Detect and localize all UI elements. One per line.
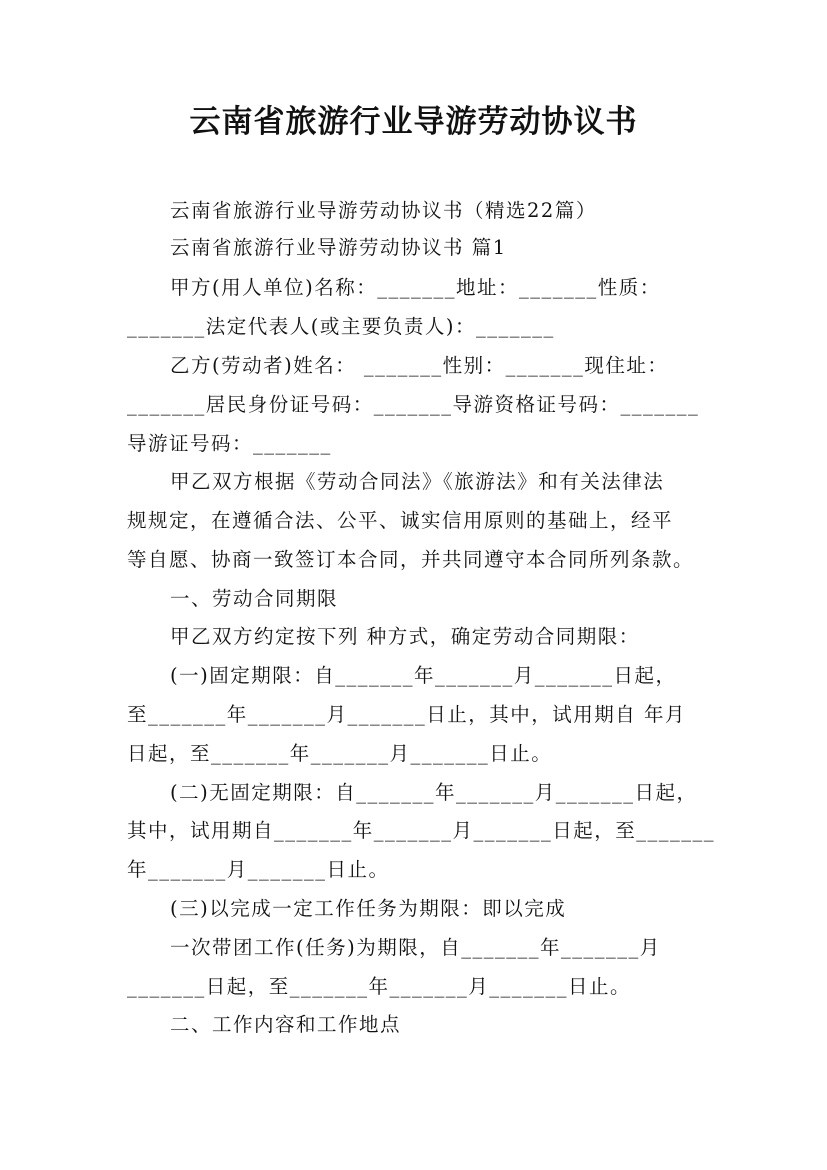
paragraph-line: 其中，试用期自_______年_______月_______日起，至_______ bbox=[127, 819, 716, 842]
paragraph-line: (二)无固定期限：自_______年_______月_______日起， bbox=[170, 781, 698, 804]
paragraph-line: 至_______年_______月_______日止，其中，试用期自 年月 bbox=[127, 703, 686, 726]
paragraph-line: _______日起，至_______年_______月_______日止。 bbox=[127, 975, 632, 998]
paragraph-line: _______法定代表人(或主要负责人)：_______ bbox=[127, 315, 555, 338]
document-title: 云南省旅游行业导游劳动协议书 bbox=[189, 104, 638, 140]
paragraph-line: 规规定，在遵循合法、公平、诚实信用原则的基础上，经平 bbox=[127, 509, 674, 532]
paragraph-line: (一)固定期限：自_______年_______月_______日起， bbox=[170, 664, 677, 687]
paragraph-line: _______居民身份证号码：_______导游资格证号码：_______ bbox=[127, 393, 700, 416]
paragraph-line: 等自愿、协商一致签订本合同，并共同遵守本合同所列条款。 bbox=[127, 548, 695, 571]
paragraph-line: 年_______月_______日止。 bbox=[127, 858, 390, 881]
paragraph-line: 甲方(用人单位)名称：_______地址：_______性质： bbox=[170, 276, 661, 299]
paragraph-line: 导游证号码：_______ bbox=[127, 432, 332, 455]
paragraph-line: 云南省旅游行业导游劳动协议书（精选22篇） bbox=[170, 199, 597, 222]
paragraph-line: (三)以完成一定工作任务为期限：即以完成 bbox=[170, 897, 567, 920]
paragraph-line: 甲乙双方约定按下列 种方式，确定劳动合同期限： bbox=[170, 625, 640, 648]
paragraph-line: 云南省旅游行业导游劳动协议书 篇1 bbox=[170, 236, 507, 259]
paragraph-line: 一次带团工作(任务)为期限，自_______年_______月 bbox=[170, 936, 661, 959]
paragraph-line: 甲乙双方根据《劳动合同法》《旅游法》和有关法律法 bbox=[170, 470, 665, 493]
paragraph-line: 乙方(劳动者)姓名： _______性别：_______现住址： bbox=[170, 354, 669, 377]
section-heading: 二、工作内容和工作地点 bbox=[170, 1013, 402, 1036]
paragraph-line: 日起，至_______年_______月_______日止。 bbox=[127, 742, 553, 765]
section-heading: 一、劳动合同期限 bbox=[170, 587, 339, 610]
